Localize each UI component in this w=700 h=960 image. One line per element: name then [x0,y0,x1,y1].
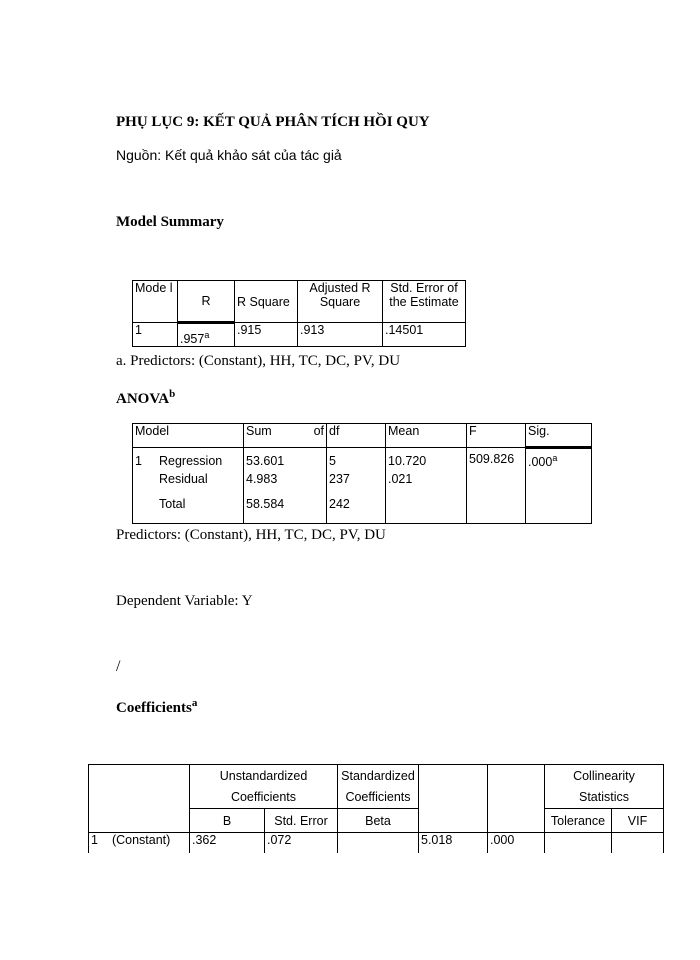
anova-header-sig: Sig. [526,424,592,448]
slash-mark: / [116,658,121,675]
anova-label-total: Total [159,497,186,511]
coefficients-heading: Coefficients$^a$ [116,697,198,716]
coefficients-table [88,764,664,853]
anova-df-total: 242 [329,497,350,511]
anova-df-regression: 5 [329,454,336,468]
anova-table [132,423,592,524]
ms-row-std-error: .14501 [383,323,466,347]
anova-header-model: Model [133,424,244,448]
anova-f-regression: 509.826 [467,448,526,524]
coef-header-sig [488,765,545,833]
source-note: Nguồn: Kết quả khảo sát của tác giả [116,147,342,163]
anova-mean-cell [386,448,467,524]
coef-header-vif: VIF [612,809,664,833]
model-summary-heading: Model Summary [116,214,224,230]
coef-row-tolerance [545,833,612,853]
model-summary-table [132,280,466,347]
anova-model-number: 1 [135,454,142,468]
anova-heading: ANOVA$^b$ [116,388,176,407]
anova-header-f: F [467,424,526,448]
coef-row-b: .362 [190,833,265,853]
anova-sum-regression: 53.601 [246,454,285,468]
coef-header-b: B [190,809,265,833]
coef-header-beta: Beta [338,809,419,833]
anova-mean-residual: .021 [388,472,413,486]
anova-model-cell [133,448,244,524]
anova-header-mean: Mean [386,424,467,448]
page-title: PHỤ LỤC 9: KẾT QUẢ PHÂN TÍCH HỒI QUY [116,114,430,130]
ms-header-adj-r-square: Adjusted R Square [298,281,383,323]
coef-row-vif [612,833,664,853]
anova-header-df: df [327,424,386,448]
coef-header-standardized: Standardized Coefficients [338,765,419,809]
coef-row-t: 5.018 [419,833,488,853]
anova-mean-regression: 10.720 [388,454,427,468]
coef-header-unstandardized: Unstandardized Coefficients [190,765,338,809]
anova-footnote-dependent: Dependent Variable: Y [116,593,253,609]
coef-row-std-error: .072 [265,833,338,853]
anova-sum-total: 58.584 [246,497,285,511]
anova-sum-cell [244,448,327,524]
ms-header-std-error: Std. Error of the Estimate [383,281,466,323]
anova-footnote-predictors: Predictors: (Constant), HH, TC, DC, PV, DU [116,527,386,543]
coef-row-beta [338,833,419,853]
ms-header-r-square: R Square [235,281,298,323]
ms-header-model: Mode l [133,281,178,323]
coef-header-collinearity: Collinearity Statistics [545,765,664,809]
ms-row-model: 1 [133,323,178,347]
coef-header-model [89,765,190,833]
coef-row-label: (Constant) [111,833,171,847]
coef-row-model: 1 [91,833,98,847]
anova-sum-residual: 4.983 [246,472,278,486]
anova-header-sum: Sum of [244,424,327,448]
anova-label-regression: Regression [159,454,223,468]
coef-row-sig: .000 [488,833,545,853]
coef-header-tolerance: Tolerance [545,809,612,833]
ms-row-adj-r-square: .913 [298,323,383,347]
coef-row-model-cell [89,833,190,853]
anova-sig-regression: .000$^a$ [526,448,592,524]
anova-df-residual: 237 [329,472,350,486]
ms-row-r-square: .915 [235,323,298,347]
coef-header-std-error: Std. Error [265,809,338,833]
coef-header-t [419,765,488,833]
ms-header-r: R [178,281,235,323]
anova-label-residual: Residual [159,472,208,486]
ms-footnote: a. Predictors: (Constant), HH, TC, DC, PV, DU [116,353,401,369]
anova-df-cell [327,448,386,524]
ms-row-r: .957$^a$ [178,323,235,347]
